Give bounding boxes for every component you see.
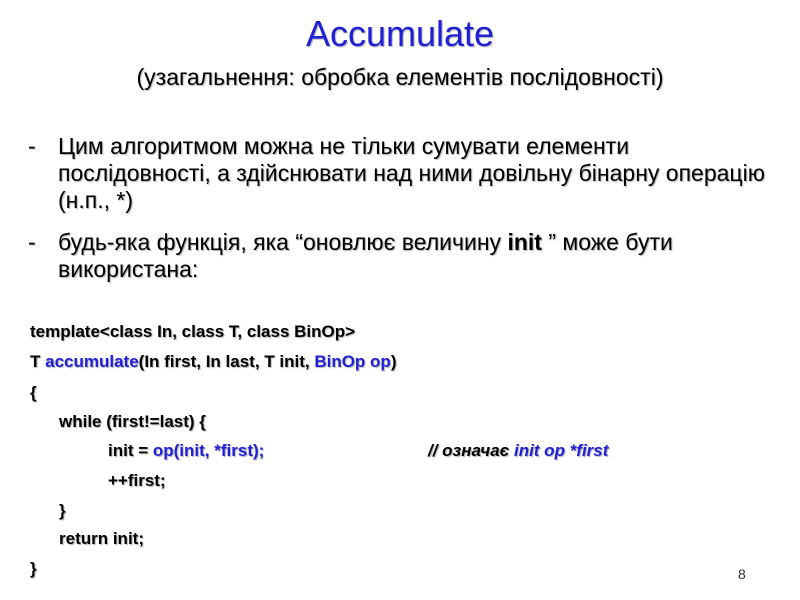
- slide-title: Accumulate: [305, 13, 495, 54]
- code-comment: [428, 439, 608, 463]
- code-line-template: template<class In, class T, class BinOp>: [30, 322, 356, 341]
- page-number: 8: [738, 566, 746, 582]
- code-params: (In first, In last, T init,: [138, 352, 315, 371]
- bullet-text-bold: init: [507, 229, 542, 255]
- slide-subtitle: (узагальнення: обробка елементів послідовності): [136, 64, 664, 90]
- bullet-text: Цим алгоритмом можна не тільки сумувати елементи послідовності, а здійснювати над ними довільну бінарну операцію (н.п., *): [58, 133, 765, 213]
- code-line-close-brace: }: [30, 559, 37, 578]
- code-op-call: op(init, *first);: [152, 441, 265, 460]
- code-function-name: accumulate: [45, 352, 139, 371]
- code-comment-text: // означає: [428, 441, 514, 460]
- code-comment-expr: init op *first: [513, 441, 609, 460]
- bullet-item-1: [28, 133, 778, 214]
- code-line-open-brace: {: [30, 383, 37, 402]
- code-binop-param: BinOp op: [314, 352, 391, 371]
- bullet-item-2: [28, 229, 778, 283]
- code-line-assign: [108, 439, 264, 463]
- code-line-close-while: }: [59, 501, 66, 520]
- code-line-while: while (first!=last) {: [59, 412, 206, 431]
- code-assign-lhs: init =: [108, 441, 153, 460]
- code-line-return: return init;: [59, 529, 144, 548]
- code-line-increment: ++first;: [108, 471, 166, 490]
- bullet-dash: -: [28, 133, 36, 159]
- bullet-text-after: ” може бути використана:: [58, 229, 673, 282]
- code-paren: ): [390, 352, 397, 371]
- code-line-signature: [30, 350, 396, 374]
- bullet-dash: -: [28, 229, 36, 255]
- code-return-type: T: [30, 352, 46, 371]
- bullet-text-before: будь-яка функція, яка “оновлює величину: [58, 229, 508, 255]
